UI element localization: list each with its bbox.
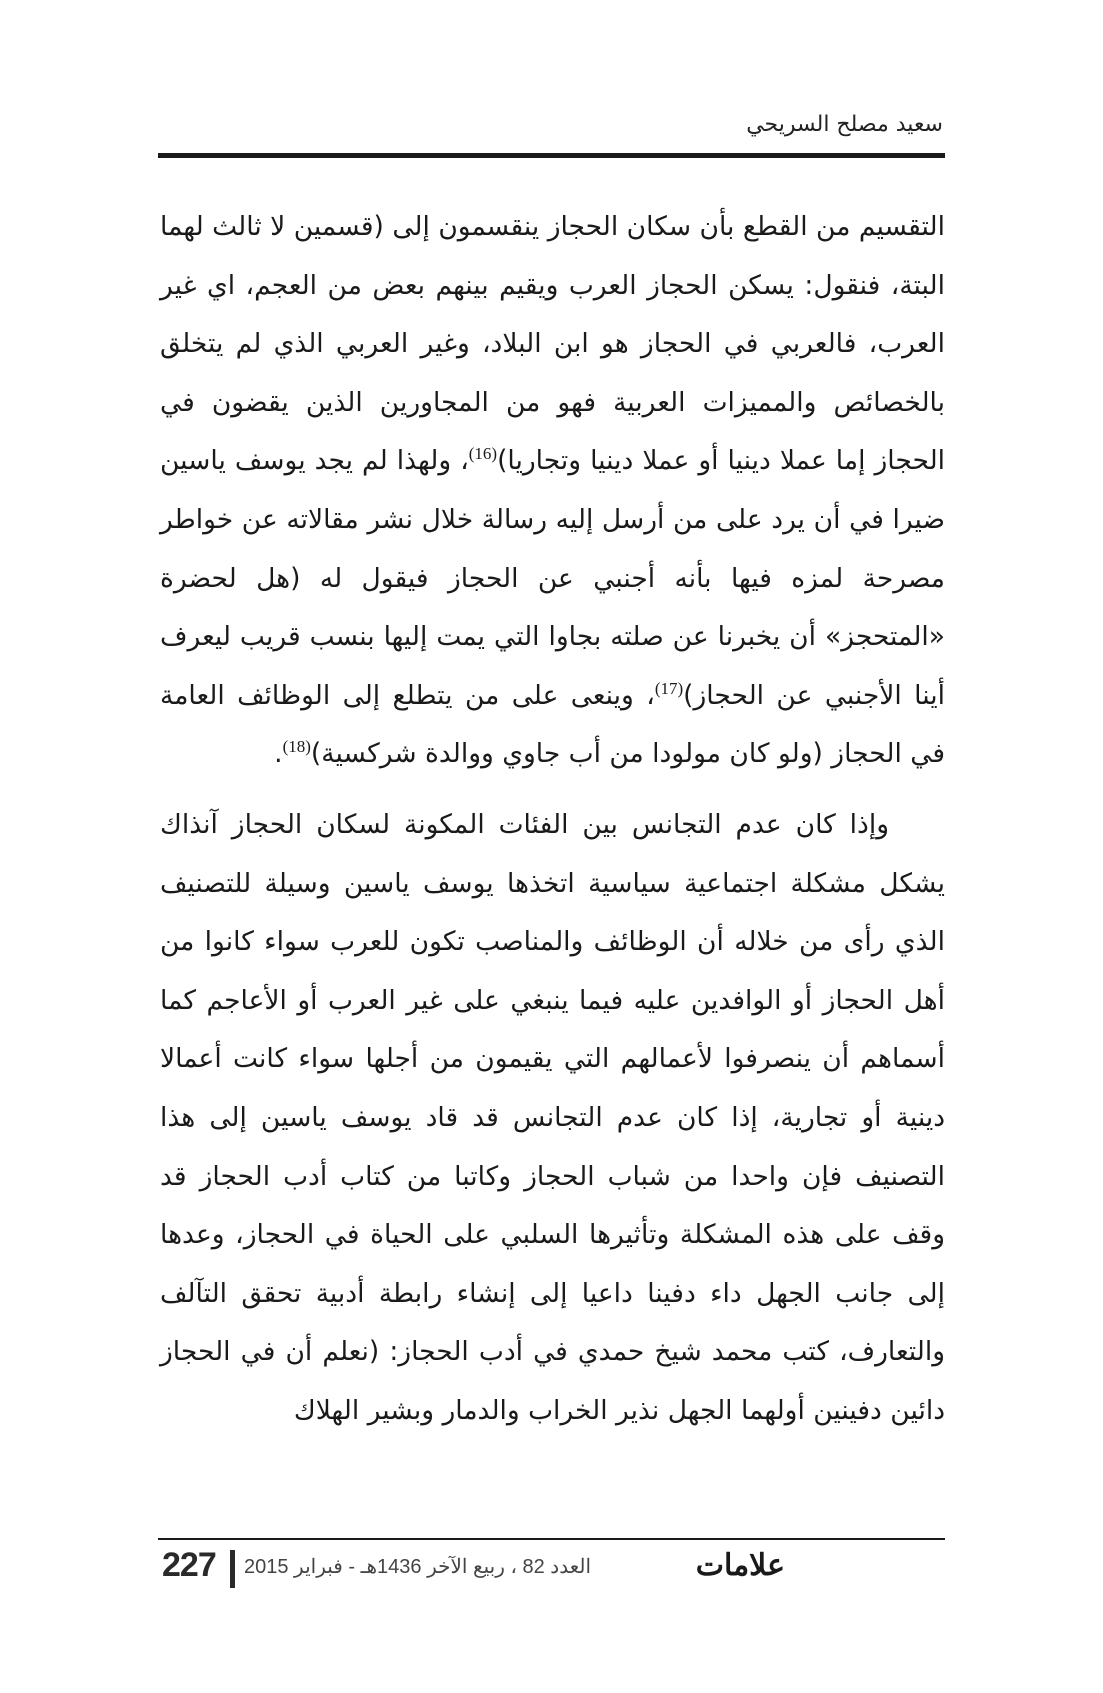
footnote-ref-18[interactable]: (18)	[282, 737, 311, 757]
paragraph-1-part-b: ، ولهذا لم يجد يوسف ياسين ضيرا في أن يرد على من أرسل إليه رسالة خلال نشر مقالاته عن خواطر مصرحة لمزه فيها بأنه أجنبي عن الحجاز فيقول له (هل لحضرة «المتحجز» أن يخبرنا عن صلته بجاوا التي يمت إليها بنسب قريب ليعرف أينا الأجنبي عن الحجاز)	[160, 445, 945, 711]
page-number: 227	[162, 1546, 216, 1584]
footnote-ref-17[interactable]: (17)	[654, 678, 684, 698]
paragraph-2: وإذا كان عدم التجانس بين الفئات المكونة لسكان الحجاز آنذاك يشكل مشكلة اجتماعية سياسية اتخذها يوسف ياسين وسيلة للتصنيف الذي رأى من خلاله أن الوظائف والمناصب تكون للعرب سواء كانوا من أهل الحجاز أو الوافدين عليه فيما ينبغي على غير العرب أو الأعاجم كما أسماهم أن ينصرفوا لأعمالهم التي يقيمون من أجلها سواء كانت أعمالا دينية أو تجارية، إذا كان عدم التجانس قد قاد يوسف ياسين إلى هذا التصنيف فإن واحدا من شباب الحجاز وكاتبا من كتاب أدب الحجاز قد وقف على هذه المشكلة وتأثيرها السلبي على الحياة في الحجاز، وعدها إلى جانب الجهل داء دفينا داعيا إلى إنشاء رابطة أدبية تحقق التآلف والتعارف، كتب محمد شيخ حمدي في أدب الحجاز: (نعلم أن في الحجاز دائين دفينين أولهما الجهل نذير الخراب والدمار وبشير الهلاك	[160, 808, 945, 1426]
article-body	[160, 198, 945, 1440]
journal-logo: علامات	[695, 1548, 785, 1583]
running-head-author: سعيد مصلح السريحي	[746, 112, 943, 137]
page-footer	[158, 1546, 945, 1594]
footer-rule	[158, 1538, 945, 1540]
footer-separator-bar	[230, 1550, 235, 1588]
footnote-ref-16[interactable]: (16)	[468, 444, 498, 464]
paragraph-1-part-a: التقسيم من القطع بأن سكان الحجاز ينقسمون إلى (قسمين لا ثالث لهما البتة، فنقول: يسكن الحجاز العرب ويقيم بينهم بعض من العجم، اي غير العرب، فالعربي في الحجاز هو ابن البلاد، وغير العربي الذي لم يتخلق بالخصائص والمميزات العربية فهو من المجاورين الذين يقضون في الحجاز إما عملا دينيا أو عملا دينيا وتجاريا)	[160, 211, 946, 477]
issue-info: العدد 82 ، ربيع الآخر 1436هـ - فبراير 2015	[244, 1556, 591, 1578]
paragraph-1-end: .	[274, 738, 283, 770]
paragraph-1-part-c: ، وينعى على من يتطلع إلى الوظائف العامة في الحجاز (ولو كان مولودا من أب جاوي ووالدة شركسية)	[160, 679, 945, 770]
paragraph-1	[160, 198, 945, 784]
header-rule	[158, 153, 945, 158]
